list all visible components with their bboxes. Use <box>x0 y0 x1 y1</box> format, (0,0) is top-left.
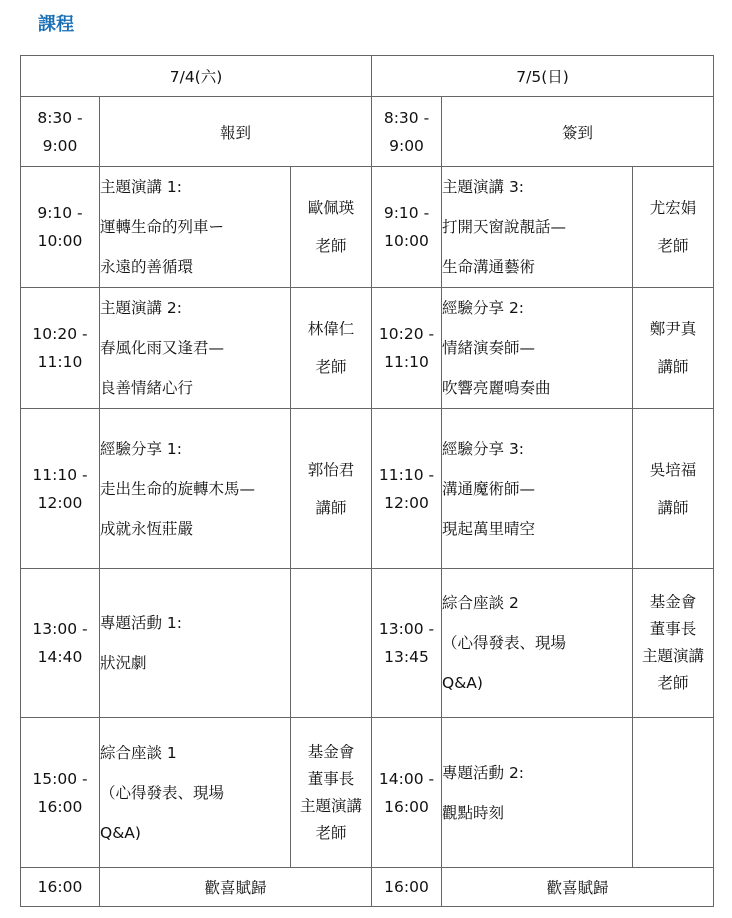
time-line: 15:00 - <box>32 769 88 788</box>
speaker-line: 老師 <box>657 237 689 255</box>
time-cell <box>372 97 442 167</box>
speaker-line: 吳培福 <box>649 460 697 479</box>
session-line: 現起萬里晴空 <box>442 519 536 538</box>
time-cell <box>21 409 100 569</box>
speaker-line: 老師 <box>657 674 689 692</box>
session-line: 打開天窗說靚話— <box>442 218 567 236</box>
time-cell <box>372 718 442 868</box>
session-cell: 報到 <box>100 97 372 167</box>
speaker-line: 老師 <box>315 237 347 255</box>
speaker-line: 老師 <box>315 358 347 376</box>
speaker-line: 主題演講 <box>642 647 705 665</box>
session-cell <box>442 569 633 718</box>
speaker-cell <box>633 718 714 868</box>
time-line: 14:40 <box>37 648 83 666</box>
time-line: 9:00 <box>389 136 424 155</box>
time-line: 13:00 - <box>32 620 88 638</box>
session-cell: 簽到 <box>442 97 714 167</box>
time-line: 16:00 <box>37 878 83 896</box>
session-line: 狀況劇 <box>100 654 147 672</box>
time-line: 10:00 <box>37 232 83 250</box>
time-line: 10:20 - <box>378 325 435 343</box>
time-line: 9:10 - <box>37 204 83 222</box>
schedule-table <box>20 55 714 907</box>
session-line: 專題活動 2: <box>442 763 525 782</box>
session-line: 永遠的善循環 <box>100 258 194 276</box>
time-line: 10:20 - <box>32 325 88 343</box>
session-line: 走出生命的旋轉木馬— <box>100 479 256 498</box>
time-line: 12:00 <box>384 493 429 512</box>
session-line: （心得發表、現場 <box>100 783 225 802</box>
time-line: 11:10 - <box>32 465 88 484</box>
time-line: 9:00 <box>42 136 78 155</box>
speaker-line: 鄭尹真 <box>649 320 697 338</box>
time-cell <box>21 569 100 718</box>
time-cell <box>372 569 442 718</box>
time-cell <box>21 718 100 868</box>
session-line: 運轉生命的列車ー <box>100 218 225 236</box>
session-line: 經驗分享 1: <box>100 439 183 458</box>
time-line: 11:10 - <box>378 465 435 484</box>
session-line: 主題演講 2: <box>100 299 183 317</box>
speaker-line: 林偉仁 <box>307 320 355 338</box>
session-line: 吹響亮麗鳴奏曲 <box>442 379 551 397</box>
speaker-line: 董事長 <box>307 769 355 788</box>
time-cell <box>21 868 100 907</box>
speaker-line: 老師 <box>315 823 347 842</box>
speaker-line: 主題演講 <box>300 796 363 815</box>
speaker-cell <box>633 167 714 288</box>
session-line: 春風化雨又逢君— <box>100 339 225 357</box>
session-cell <box>100 569 291 718</box>
session-cell: 歡喜賦歸 <box>100 868 372 907</box>
speaker-line: 郭怡君 <box>307 460 355 479</box>
time-line: 11:10 <box>37 353 83 371</box>
day-header: 7/4(六) <box>21 56 372 97</box>
session-cell <box>100 718 291 868</box>
session-cell: 歡喜賦歸 <box>442 868 714 907</box>
speaker-line: 基金會 <box>649 593 697 611</box>
time-cell <box>372 409 442 569</box>
schedule-row <box>21 409 714 569</box>
session-cell <box>100 167 291 288</box>
time-cell <box>21 97 100 167</box>
speaker-cell <box>633 569 714 718</box>
session-line: 生命溝通藝術 <box>442 258 536 276</box>
time-line: 8:30 - <box>383 108 430 127</box>
session-line: 溝通魔術師— <box>442 479 536 498</box>
speaker-cell <box>633 409 714 569</box>
speaker-cell <box>291 288 372 409</box>
time-line: 12:00 <box>37 493 83 512</box>
speaker-cell <box>291 167 372 288</box>
time-cell <box>372 288 442 409</box>
day-header: 7/5(日) <box>372 56 714 97</box>
speaker-cell <box>633 288 714 409</box>
speaker-line: 董事長 <box>649 620 697 638</box>
time-line: 9:10 - <box>383 204 430 222</box>
schedule-row <box>21 97 714 167</box>
schedule-row <box>21 868 714 907</box>
session-cell <box>442 167 633 288</box>
time-line: 16:00 <box>384 878 429 896</box>
session-line: 成就永恆莊嚴 <box>100 519 194 538</box>
schedule-row <box>21 288 714 409</box>
time-line: 16:00 <box>37 797 83 816</box>
speaker-line: 講師 <box>315 498 347 517</box>
session-line: Q&A) <box>100 823 141 842</box>
schedule-row <box>21 718 714 868</box>
session-line: 良善情緒心行 <box>100 379 194 397</box>
time-line: 8:30 - <box>37 108 83 127</box>
session-line: Q&A) <box>442 674 483 692</box>
time-cell <box>372 868 442 907</box>
time-cell <box>372 167 442 288</box>
speaker-cell <box>291 409 372 569</box>
session-cell <box>100 409 291 569</box>
session-line: 主題演講 3: <box>442 178 525 196</box>
speaker-line: 歐佩瑛 <box>307 199 355 217</box>
session-cell <box>100 288 291 409</box>
session-line: 情緒演奏師— <box>442 339 536 357</box>
session-line: 主題演講 1: <box>100 178 183 196</box>
time-cell <box>21 288 100 409</box>
schedule-row <box>21 167 714 288</box>
session-line: 專題活動 1: <box>100 614 183 632</box>
time-line: 10:00 <box>384 232 429 250</box>
session-line: 觀點時刻 <box>442 803 505 822</box>
session-line: 綜合座談 1 <box>100 743 177 762</box>
session-cell <box>442 288 633 409</box>
speaker-line: 講師 <box>657 358 689 376</box>
session-cell <box>442 718 633 868</box>
speaker-cell <box>291 718 372 868</box>
speaker-line: 基金會 <box>307 742 355 761</box>
session-line: 經驗分享 2: <box>442 299 525 317</box>
section-title: 課程 <box>38 14 74 35</box>
time-line: 11:10 <box>384 353 429 371</box>
schedule-row <box>21 569 714 718</box>
header-row <box>21 56 714 97</box>
time-line: 13:00 - <box>378 620 435 638</box>
speaker-cell <box>291 569 372 718</box>
session-line: 綜合座談 2 <box>442 594 519 612</box>
speaker-line: 尤宏娟 <box>649 199 697 217</box>
session-cell <box>442 409 633 569</box>
time-cell <box>21 167 100 288</box>
time-line: 14:00 - <box>378 769 435 788</box>
session-line: 經驗分享 3: <box>442 439 525 458</box>
time-line: 13:45 <box>384 648 429 666</box>
speaker-line: 講師 <box>657 498 689 517</box>
session-line: （心得發表、現場 <box>442 634 567 652</box>
time-line: 16:00 <box>384 797 429 816</box>
